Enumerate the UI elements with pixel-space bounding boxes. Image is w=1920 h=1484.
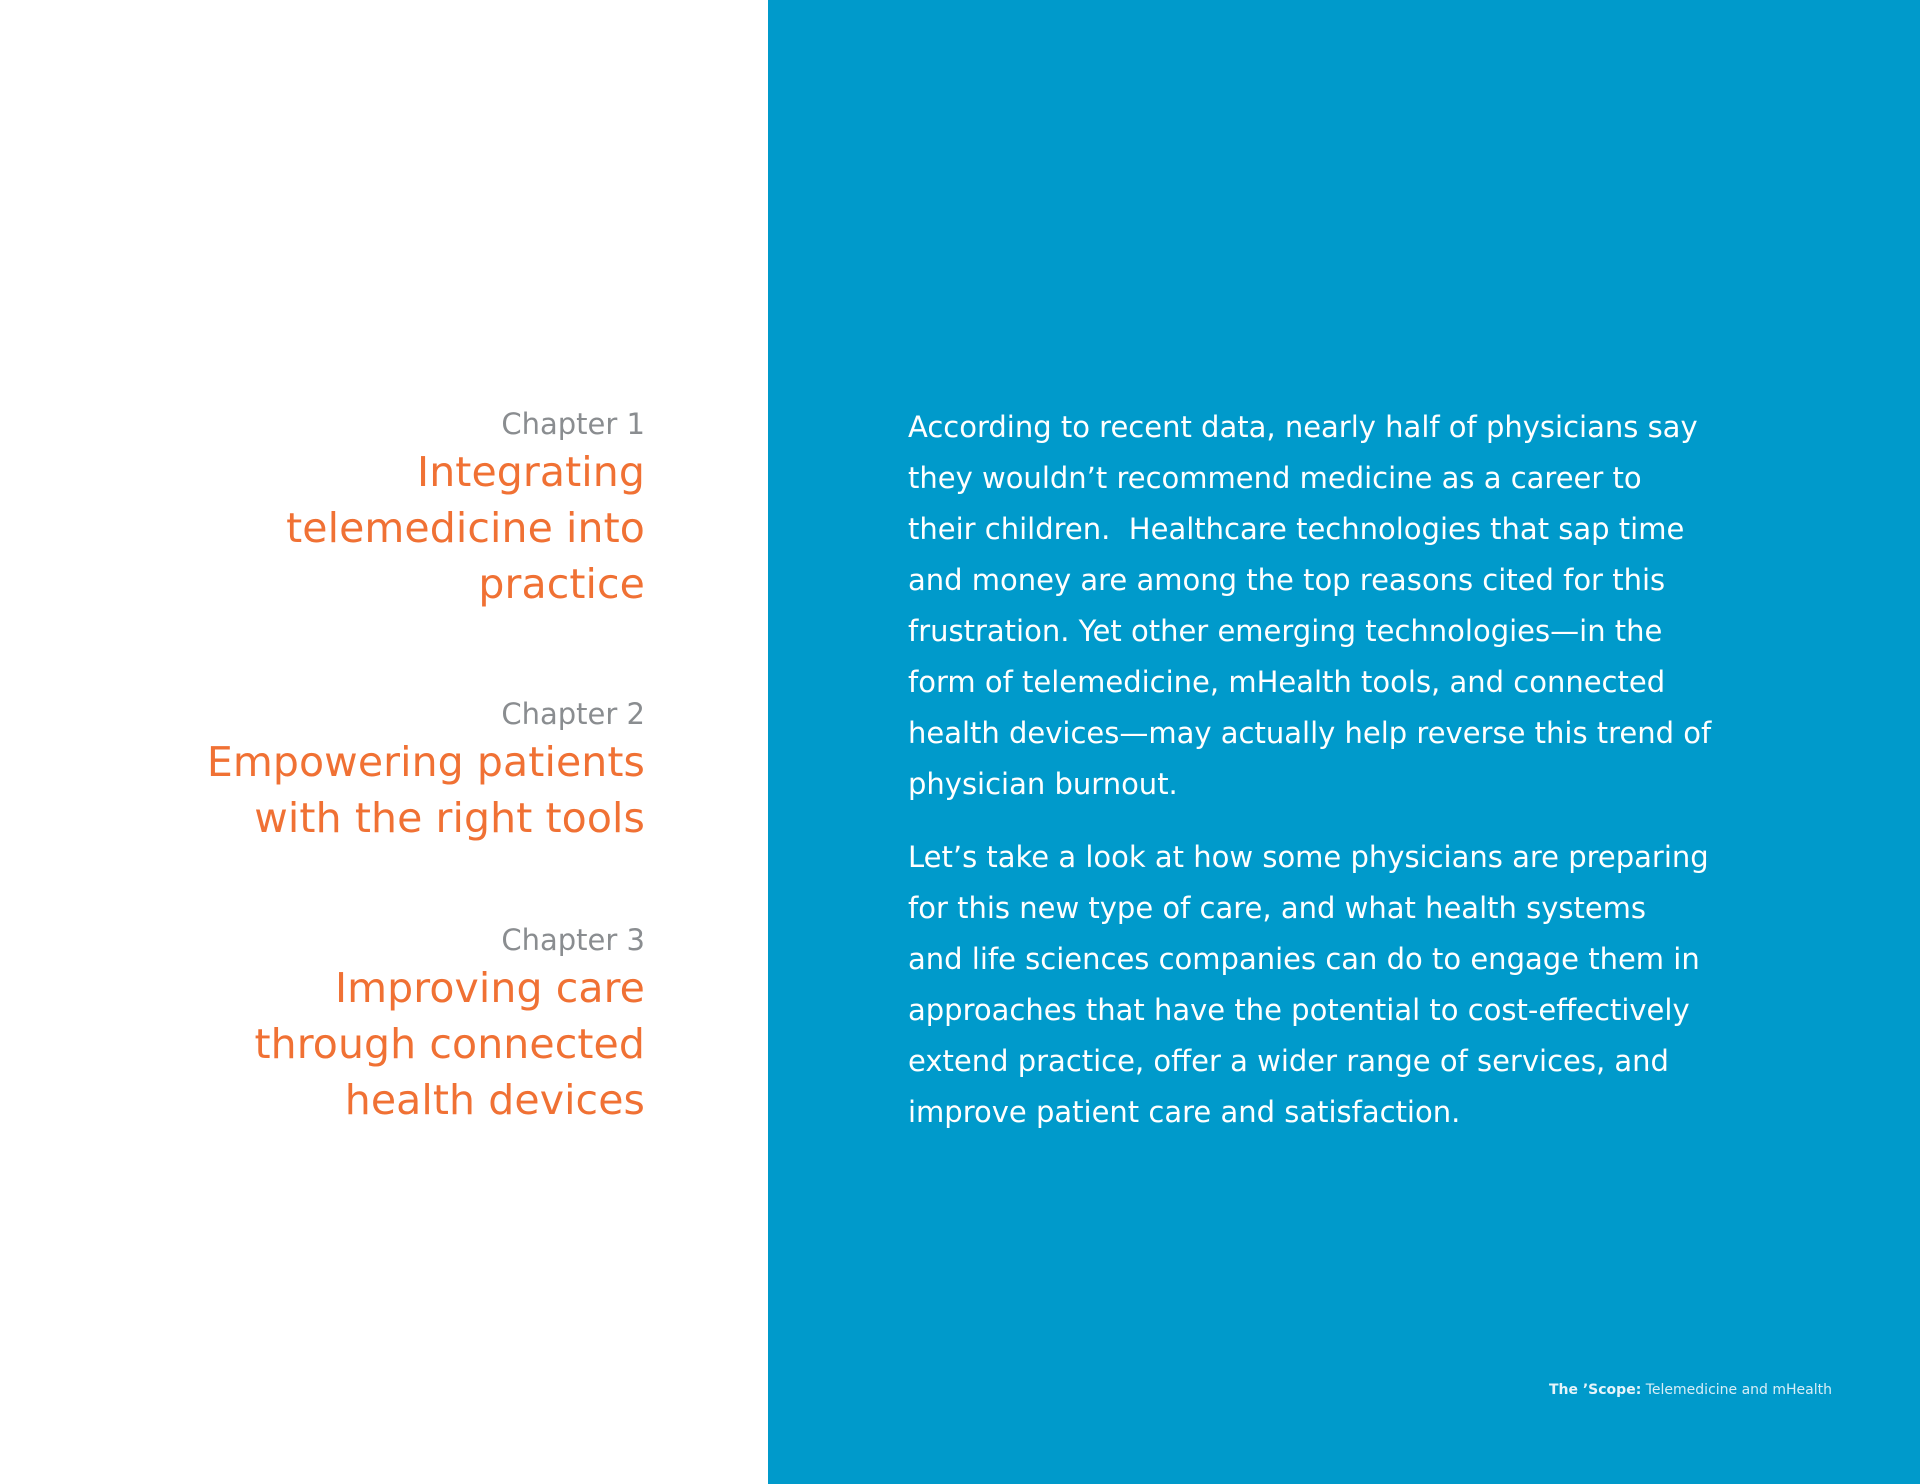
- chapter-title-line: health devices: [344, 1076, 645, 1124]
- paragraph-line: physician burnout.: [908, 767, 1178, 801]
- chapter-title-line: Empowering patients: [206, 738, 645, 786]
- body-copy: [908, 402, 1738, 1160]
- chapter-title-line: telemedicine into: [286, 504, 645, 552]
- chapter-title-line: Integrating: [417, 448, 645, 496]
- paragraph-line: frustration. Yet other emerging technologies—in the: [908, 614, 1663, 648]
- chapter-title-line: with the right tools: [254, 794, 645, 842]
- paragraph-line: health devices—may actually help reverse this trend of: [908, 716, 1712, 750]
- paragraph-line: their children. Healthcare technologies that sap time: [908, 512, 1685, 546]
- left-panel: [0, 0, 768, 1484]
- paragraph-line: they wouldn’t recommend medicine as a career to: [908, 461, 1642, 495]
- footer-title: Telemedicine and mHealth: [1641, 1382, 1832, 1398]
- intro-paragraph: [908, 402, 1738, 810]
- chapter-title-line: through connected: [254, 1020, 645, 1068]
- followup-paragraph: [908, 832, 1738, 1138]
- chapter-list: [85, 404, 645, 1128]
- paragraph-line: and money are among the top reasons cited for this: [908, 563, 1666, 597]
- paragraph-line: approaches that have the potential to cost-effectively: [908, 993, 1690, 1027]
- paragraph-line: improve patient care and satisfaction.: [908, 1095, 1461, 1129]
- chapter-title-line: practice: [478, 560, 645, 608]
- paragraph-line: form of telemedicine, mHealth tools, and connected: [908, 665, 1666, 699]
- page-footer: [1549, 1380, 1832, 1400]
- paragraph-line: and life sciences companies can do to engage them in: [908, 942, 1700, 976]
- chapter-label: Chapter 2: [501, 697, 645, 731]
- chapter-2: [85, 694, 645, 846]
- paragraph-line: extend practice, offer a wider range of services, and: [908, 1044, 1669, 1078]
- chapter-3: [85, 920, 645, 1128]
- chapter-title-line: Improving care: [334, 964, 645, 1012]
- chapter-label: Chapter 3: [501, 923, 645, 957]
- chapter-1: [85, 404, 645, 612]
- right-panel: [768, 0, 1920, 1484]
- footer-brand: The ’Scope:: [1548, 1382, 1642, 1398]
- paragraph-line: for this new type of care, and what health systems: [908, 891, 1647, 925]
- chapter-label: Chapter 1: [501, 407, 645, 441]
- paragraph-line: Let’s take a look at how some physicians are preparing: [908, 840, 1709, 874]
- paragraph-line: According to recent data, nearly half of physicians say: [908, 410, 1698, 444]
